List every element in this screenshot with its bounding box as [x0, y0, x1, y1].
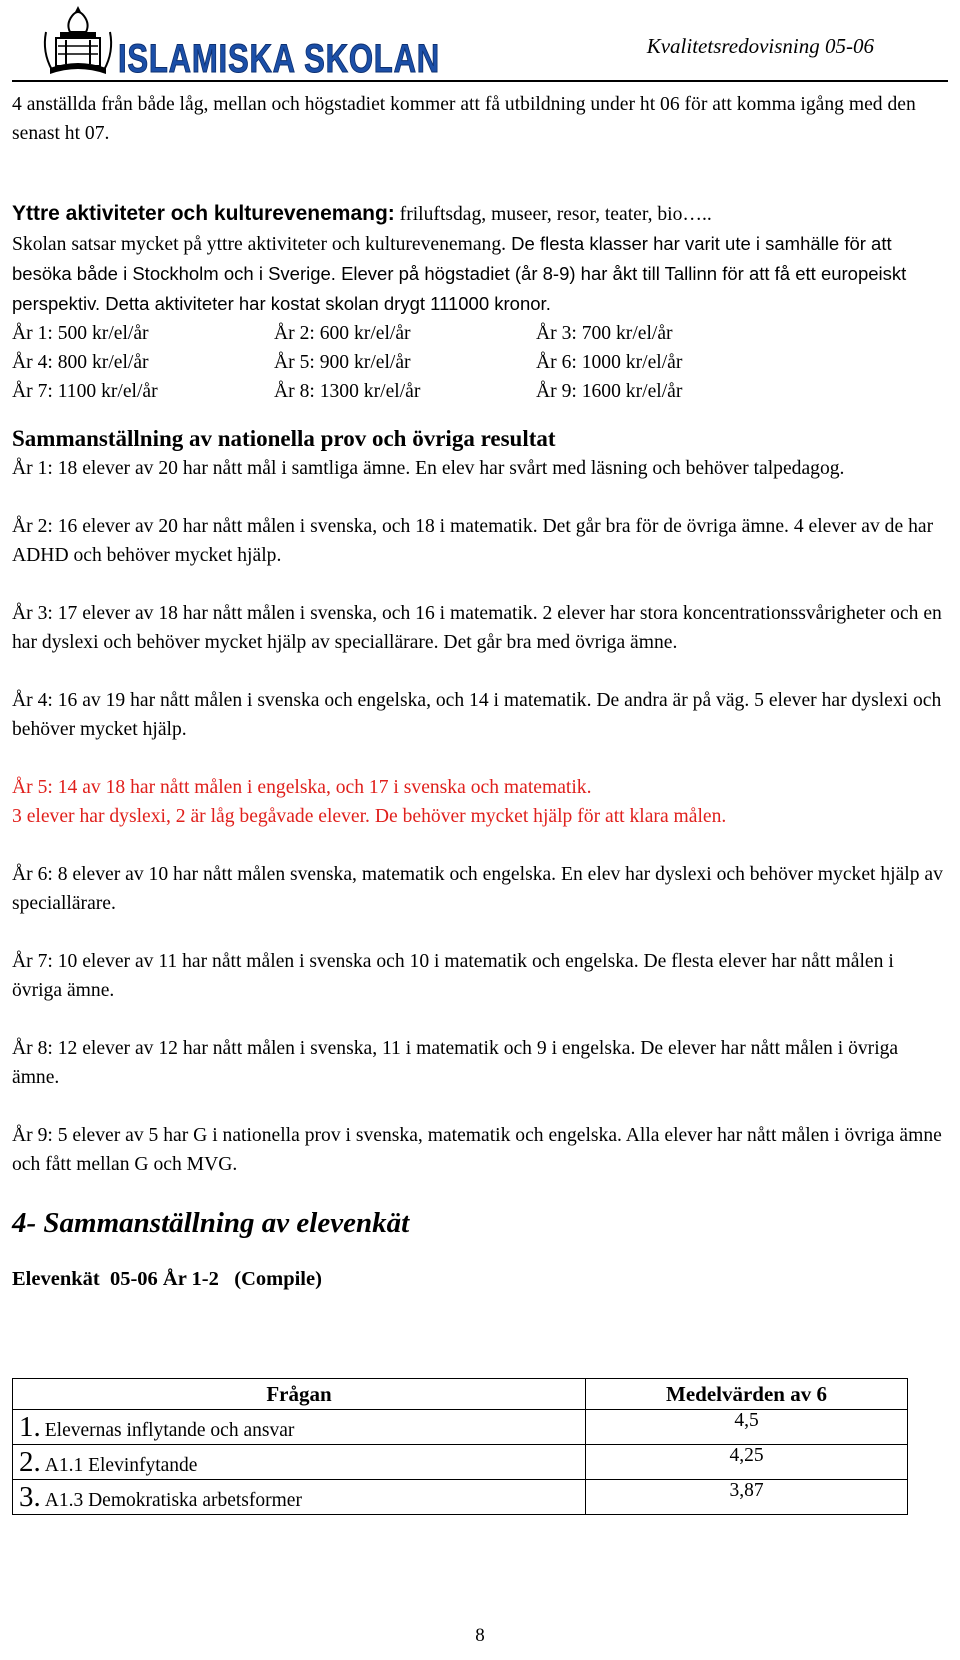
- results-heading: Sammanställning av nationella prov och övriga resultat: [12, 426, 556, 451]
- value-cell: 3,87: [586, 1480, 908, 1515]
- survey-subheading: Elevenkät 05-06 År 1-2 (Compile): [12, 1268, 322, 1290]
- report-title: Kvalitetsredovisning 05-06: [646, 34, 874, 58]
- survey-table: [12, 1378, 908, 1515]
- result-year-5: [12, 773, 948, 831]
- activities-line: Skolan satsar mycket på yttre aktiviteter och kulturevenemang.: [12, 234, 507, 255]
- result-year-5-line-1: År 5: 14 av 18 har nått målen i engelska, och 17 i svenska och matematik.: [12, 777, 592, 798]
- cost-item: År 6: 1000 kr/el/år: [536, 352, 683, 373]
- cost-item: År 3: 700 kr/el/år: [536, 323, 673, 344]
- activities-text: De flesta klasser har varit ute i samhälle för att besöka både i Stockholm och i Sverige. Elever på högstadiet (år 8-9) har åkt till Tallinn för att få ett europeiskt perspektiv. Detta aktiviteter har kostat skolan drygt 111000 kronor.: [12, 233, 907, 314]
- cost-item: År 5: 900 kr/el/år: [274, 352, 411, 373]
- table-row: [13, 1410, 908, 1445]
- result-year-7: År 7: 10 elever av 11 har nått målen i svenska och 10 i matematik och engelska. De flesta elever har nått målen i övriga ämne.: [12, 951, 894, 1001]
- result-year-1: År 1: 18 elever av 20 har nått mål i samtliga ämne. En elev har svårt med läsning och behöver talpedagog.: [12, 458, 845, 479]
- cost-item: År 2: 600 kr/el/år: [274, 323, 411, 344]
- question-label: Elevernas inflytande och ansvar: [44, 1420, 295, 1441]
- question-cell: [13, 1445, 586, 1480]
- intro-paragraph: 4 anställda från både låg, mellan och högstadiet kommer att få utbildning under ht 06 för att komma igång med den senast ht 07.: [12, 94, 916, 144]
- result-year-4: År 4: 16 av 19 har nått målen i svenska och engelska, och 14 i matematik. De andra är på väg. 5 elever har dyslexi och behöver mycket hjälp.: [12, 690, 942, 740]
- header-divider: [12, 80, 948, 82]
- result-year-6: År 6: 8 elever av 10 har nått målen svenska, matematik och engelska. En elev har dyslexi och behöver mycket hjälp av speciallärare.: [12, 864, 943, 914]
- result-year-8: År 8: 12 elever av 12 har nått målen i svenska, 11 i matematik och 9 i engelska. De elever har nått målen i övriga ämne.: [12, 1038, 899, 1088]
- result-year-2: År 2: 16 elever av 20 har nått målen i svenska, och 18 i matematik. Det går bra för de övriga ämne. 4 elever av de har ADHD och behöver mycket hjälp.: [12, 516, 934, 566]
- cost-item: År 8: 1300 kr/el/år: [274, 381, 421, 402]
- page-number: 8: [475, 1625, 485, 1646]
- question-label: A1.3 Demokratiska arbetsformer: [44, 1490, 302, 1511]
- cost-item: År 4: 800 kr/el/år: [12, 352, 149, 373]
- column-header-question: Frågan: [13, 1379, 586, 1410]
- column-header-value: Medelvärden av 6: [586, 1379, 908, 1410]
- value-cell: 4,25: [586, 1445, 908, 1480]
- activities-heading-tail: friluftsdag, museer, resor, teater, bio…..: [394, 204, 712, 225]
- page-content: [12, 90, 948, 1293]
- table-row: [13, 1445, 908, 1480]
- school-emblem-icon: [42, 2, 114, 80]
- question-cell: [13, 1410, 586, 1445]
- cost-item: År 1: 500 kr/el/år: [12, 323, 149, 344]
- activities-heading: Yttre aktiviteter och kulturevenemang:: [12, 202, 395, 225]
- school-logo-wordmark: [116, 26, 446, 82]
- cost-grid: [12, 319, 948, 406]
- table-row: [13, 1480, 908, 1515]
- result-year-9: År 9: 5 elever av 5 har G i nationella prov i svenska, matematik och engelska. Alla elever har nått målen i övriga ämne och fått mellan G och MVG.: [12, 1125, 942, 1175]
- cost-item: År 9: 1600 kr/el/år: [536, 381, 683, 402]
- row-number: 3.: [19, 1481, 41, 1513]
- svg-text:ISLAMISKA SKOLAN: ISLAMISKA SKOLAN: [118, 37, 440, 81]
- question-label: A1.1 Elevinfytande: [44, 1455, 198, 1476]
- cost-item: År 7: 1100 kr/el/år: [12, 381, 158, 402]
- page-header: [0, 0, 960, 82]
- question-cell: [13, 1480, 586, 1515]
- table-header-row: [13, 1379, 908, 1410]
- result-year-5-line-2: 3 elever har dyslexi, 2 är låg begåvade elever. De behöver mycket hjälp för att klara målen.: [12, 806, 727, 827]
- row-number: 1.: [19, 1411, 41, 1443]
- activities-paragraph: [12, 199, 948, 319]
- result-year-3: År 3: 17 elever av 18 har nått målen i svenska, och 16 i matematik. 2 elever har stora koncentrationssvårigheter och en har dyslexi och behöver mycket hjälp av speciallärare. Det går bra med övriga ämne.: [12, 603, 942, 653]
- value-cell: 4,5: [586, 1410, 908, 1445]
- row-number: 2.: [19, 1446, 41, 1478]
- survey-heading: 4- Sammanställning av elevenkät: [12, 1207, 410, 1239]
